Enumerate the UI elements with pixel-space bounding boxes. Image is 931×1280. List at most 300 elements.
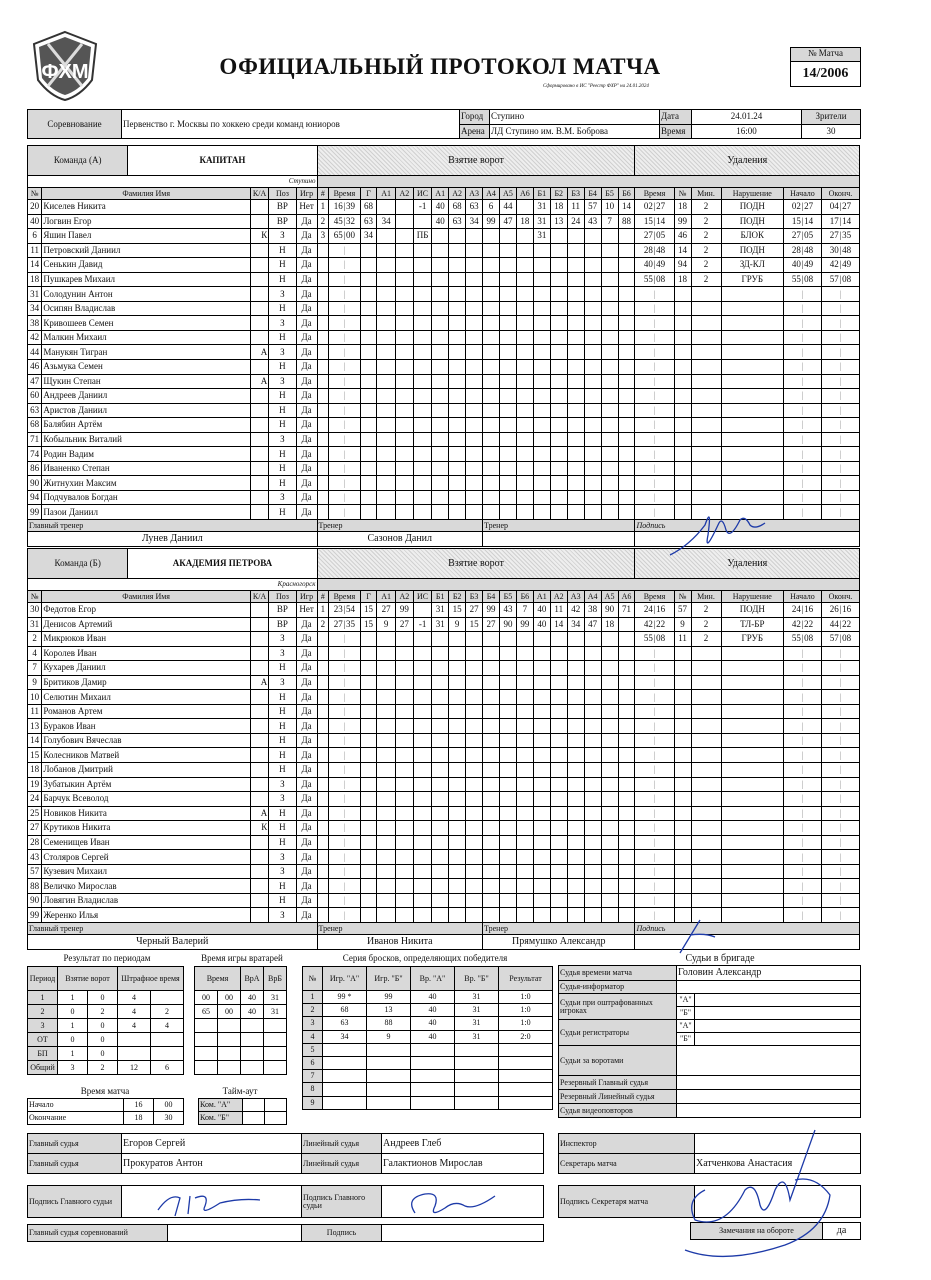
goal-cell: 15: [360, 617, 377, 632]
period-cell: 2: [88, 1005, 118, 1019]
player-ka: [250, 432, 268, 447]
so-cell: [411, 1056, 455, 1069]
goal-cell: 44: [499, 200, 516, 215]
goal-cell: 13: [550, 214, 567, 229]
secretary-label: Секретарь матча: [559, 1154, 695, 1174]
player-number: 2: [28, 632, 42, 647]
sig-main-label: Подпись Главного судьи: [302, 1186, 382, 1218]
so-num: 4: [303, 1030, 323, 1043]
so-cell: 40: [411, 991, 455, 1004]
so-num: 1: [303, 991, 323, 1004]
player-played: Да: [296, 432, 317, 447]
period-cell: 0: [88, 1019, 118, 1033]
player-played: Да: [296, 806, 317, 821]
col-gk-b: ВрБ: [264, 967, 287, 991]
pen-col: Нарушение: [721, 188, 784, 200]
start-label: Начало: [28, 1099, 124, 1112]
pen-col: Нарушение: [721, 591, 784, 603]
team-name: КАПИТАН: [128, 146, 317, 176]
goal-cell: 40: [533, 617, 550, 632]
player-ka: А: [250, 675, 268, 690]
player-played: Да: [296, 777, 317, 792]
goal-col: А5: [601, 591, 618, 603]
so-cell: 2:0: [499, 1030, 553, 1043]
pen-col: Начало: [784, 188, 822, 200]
player-ka: [250, 461, 268, 476]
goal-col-no: #: [317, 591, 329, 603]
timeout-title: Тайм-аут: [222, 1086, 258, 1096]
player-pos: Н: [269, 258, 296, 273]
player-pos: Н: [269, 719, 296, 734]
player-played: Да: [296, 893, 317, 908]
spectators-label: Зрители: [802, 110, 861, 125]
player-played: Да: [296, 229, 317, 244]
pen-end: 57 | 08: [821, 632, 859, 647]
goal-num: 3: [317, 229, 329, 244]
fhm-logo: [30, 30, 100, 102]
pen-minutes: 2: [691, 603, 721, 618]
team-a-section: [27, 145, 860, 547]
goal-col: Б2: [449, 591, 466, 603]
player-name: Пушкарев Михаил: [42, 272, 251, 287]
pen-start: 28 | 48: [784, 243, 822, 258]
gk-title: Время игры вратарей: [201, 953, 283, 963]
col-name: Фамилия Имя: [42, 188, 251, 200]
goal-cell: 34: [466, 214, 483, 229]
player-ka: [250, 763, 268, 778]
team-b-section: [27, 548, 860, 950]
brig-row-value: Головин Александр: [677, 966, 861, 981]
player-played: Да: [296, 864, 317, 879]
brig-side: "А": [677, 994, 695, 1007]
player-name: Сенькин Давид: [42, 258, 251, 273]
so-cell: [367, 1083, 411, 1096]
player-number: 6: [28, 229, 42, 244]
goal-cell: 31: [533, 200, 550, 215]
player-name: Ловягин Владислав: [42, 893, 251, 908]
gk-cell: 00: [195, 991, 218, 1005]
gk-table: [194, 966, 287, 1075]
player-name: Азьмука Семен: [42, 360, 251, 375]
player-pos: ВР: [269, 603, 296, 618]
so-cell: [411, 1043, 455, 1056]
so-col: Вр. "А": [411, 967, 455, 991]
goal-cell: [377, 200, 395, 215]
main-ref-1: Егоров Сергей: [122, 1134, 302, 1154]
pen-col: Мин.: [691, 188, 721, 200]
goal-cell: 18: [550, 200, 567, 215]
goal-time: 27 | 35: [329, 617, 360, 632]
pen-minutes: 2: [691, 243, 721, 258]
player-played: Да: [296, 272, 317, 287]
goal-col: Время: [329, 188, 360, 200]
pen-col: Время: [635, 188, 674, 200]
player-number: 25: [28, 806, 42, 821]
period-cell: 1: [58, 991, 88, 1005]
goal-col: Б1: [432, 591, 449, 603]
player-pos: ВР: [269, 214, 296, 229]
subtitle: Сформировано в ИС "Реестр ФХР" на 24.01.2024: [543, 84, 649, 89]
goal-num: 2: [317, 214, 329, 229]
gk-cell: 00: [218, 1005, 241, 1019]
goal-cell: 31: [533, 229, 550, 244]
pen-player: 9: [674, 617, 691, 632]
pen-minutes: 2: [691, 229, 721, 244]
goal-col: А2: [395, 591, 413, 603]
player-number: 43: [28, 850, 42, 865]
player-name: Лобанов Дмитрий: [42, 763, 251, 778]
player-pos: Н: [269, 461, 296, 476]
so-cell: 13: [367, 1004, 411, 1017]
player-name: Подчувалов Богдан: [42, 490, 251, 505]
player-number: 88: [28, 879, 42, 894]
col-ka: К/А: [250, 188, 268, 200]
goal-col: Б4: [584, 188, 601, 200]
goal-cell: [584, 229, 601, 244]
period-cell: 1: [58, 1047, 88, 1061]
goal-cell: 43: [499, 603, 516, 618]
team_b-table: Команда (Б) АКАДЕМИЯ ПЕТРОВА Взятие ворот Удаления Красногорск № Фамилия Имя К/А Поз Игр # Время Г А1 А2 ИС Б1 Б2 Б3 Б4 Б5 Б6 А1 А2 А3 А4 А5 А6 Время № Мин. Нарушение Начало Оконч. 30 Федотов Егор ВР Нет 1 23 | 54 15 27 99 31 15 27 99 43 7 40 11 42 38 90 71 24 | 16 57 2 ПОДН 24 | 16 26 | 16 31 Денисов Артемий ВР Да 2 27 | 35 15 9 27 -1 31 9 15 27 90 99 40 14 34 47 18 42 | 22 9 2 ТЛ-БР 42 | 22 44 | 22 2 Микрюков Иван З Да | 55 | 08 11 2 ГРУБ 55 | 08 57 | 08 4 Королев Иван З Да | | | | 7 Кухарев Даниил Н Да | | | | 9 Бритиков Дамир А З Да | | | | 10 Селютин Михаил Н Да | | | | 11 Романов Артем Н Да | | | | 13 Бураков Иван Н Да | | | | 14 Голубович Вячеслав Н Да | | | | 15 Колесников Матвей Н Да | | | | 18 Лобанов Дмитрий Н Да | | | | 19 Зубатыкин Артём З Да | | | | 24 Барчук Всеволод З Да | | | | 25 Новиков Никита А Н Да | | | | 27 Крутиков Никита К Н Да | | | | 28 Семенищев Иван Н Да | | | | 43 Столяров Сергей З Да | | | | 57 Кузевич Михаил З Да | | | | 88 Величко Мирослав Н Да | | | | 90 Ловягин Владислав Н Да | | | | 99 Жеренко Илья З Да | | | | Главный тренер Тренер Тренер Подпись Черный Валерий Иванов Никита Прямушко Александр: [27, 548, 860, 950]
pen-end: 44 | 22: [821, 617, 859, 632]
player-ka: [250, 360, 268, 375]
player-played: Да: [296, 345, 317, 360]
player-pos: З: [269, 229, 296, 244]
penalties-header: Удаления: [635, 146, 860, 176]
player-ka: [250, 476, 268, 491]
player-ka: [250, 258, 268, 273]
player-pos: Н: [269, 748, 296, 763]
player-name: Денисов Артемий: [42, 617, 251, 632]
brigade-table: [558, 965, 861, 1118]
player-ka: [250, 447, 268, 462]
so-cell: [455, 1056, 499, 1069]
player-number: 46: [28, 360, 42, 375]
goal-cell: 68: [449, 200, 466, 215]
pen-start: 42 | 22: [784, 617, 822, 632]
comp-ref-label: Главный судья соревнований: [28, 1225, 168, 1242]
so-cell: [411, 1096, 455, 1109]
player-ka: [250, 330, 268, 345]
player-number: 63: [28, 403, 42, 418]
coach-label: Тренер: [483, 520, 635, 532]
goal-num: 2: [317, 617, 329, 632]
player-played: Да: [296, 835, 317, 850]
pen-col: №: [674, 188, 691, 200]
player-ka: [250, 704, 268, 719]
so-col: Игр. "А": [323, 967, 367, 991]
player-played: Да: [296, 287, 317, 302]
pen-end: 26 | 16: [821, 603, 859, 618]
so-cell: [455, 1096, 499, 1109]
player-played: Да: [296, 461, 317, 476]
player-name: Величко Мирослав: [42, 879, 251, 894]
gk-cell: 31: [264, 991, 287, 1005]
goal-cell: 42: [567, 603, 584, 618]
player-number: 90: [28, 893, 42, 908]
so-cell: 40: [411, 1017, 455, 1030]
so-num: 3: [303, 1017, 323, 1030]
player-played: Да: [296, 646, 317, 661]
goal-cell: [466, 229, 483, 244]
player-ka: [250, 389, 268, 404]
goal-col: А1: [377, 188, 395, 200]
period-cell: 0: [88, 1047, 118, 1061]
goal-cell: 63: [466, 200, 483, 215]
so-cell: [455, 1043, 499, 1056]
player-played: Да: [296, 821, 317, 836]
team-city: Ступино: [28, 176, 318, 188]
player-pos: Н: [269, 243, 296, 258]
player-pos: Н: [269, 821, 296, 836]
col-gp: Игр: [296, 591, 317, 603]
pen-infraction: ПОДН: [721, 214, 784, 229]
pen-minutes: 2: [691, 632, 721, 647]
player-number: 18: [28, 763, 42, 778]
player-number: 19: [28, 777, 42, 792]
remarks-label: Замечания на обороте: [691, 1223, 823, 1240]
pen-end: 30 | 48: [821, 243, 859, 258]
player-ka: [250, 418, 268, 433]
goal-col: А5: [499, 188, 516, 200]
period-cell: 2: [151, 1005, 184, 1019]
player-ka: [250, 792, 268, 807]
pen-time: 40 | 49: [635, 258, 674, 273]
col-pim: Штрафное время: [118, 967, 184, 991]
so-cell: 40: [411, 1004, 455, 1017]
player-played: Да: [296, 763, 317, 778]
player-ka: А: [250, 806, 268, 821]
so-cell: 9: [367, 1030, 411, 1043]
goal-col: Б2: [550, 188, 567, 200]
player-number: 11: [28, 704, 42, 719]
main-ref-label: Главный судья: [28, 1154, 122, 1174]
goal-cell: [601, 229, 618, 244]
player-name: Житнухин Максим: [42, 476, 251, 491]
so-col: Результат: [499, 967, 553, 991]
main-ref-2: Прокуратов Антон: [122, 1154, 302, 1174]
end-m: 30: [154, 1112, 184, 1125]
goal-cell: 27: [466, 603, 483, 618]
pen-player: 46: [674, 229, 691, 244]
player-name: Новиков Никита: [42, 806, 251, 821]
coach-label: Тренер: [317, 923, 483, 935]
so-cell: 31: [455, 1017, 499, 1030]
gk-cell: 65: [195, 1005, 218, 1019]
goal-cell: [449, 229, 466, 244]
so-col: №: [303, 967, 323, 991]
player-ka: [250, 879, 268, 894]
brig-side: "Б": [677, 1007, 695, 1020]
player-number: 14: [28, 258, 42, 273]
pen-start: 02 | 27: [784, 200, 822, 215]
player-played: Да: [296, 360, 317, 375]
player-ka: [250, 243, 268, 258]
pen-col: Оконч.: [821, 591, 859, 603]
goal-col: Б6: [516, 591, 533, 603]
player-pos: Н: [269, 330, 296, 345]
goal-cell: 7: [601, 214, 618, 229]
player-pos: З: [269, 287, 296, 302]
player-name: Микрюков Иван: [42, 632, 251, 647]
so-num: 2: [303, 1004, 323, 1017]
goal-cell: 43: [584, 214, 601, 229]
goal-cell: 24: [567, 214, 584, 229]
timeout-table: [198, 1098, 287, 1125]
player-name: Федотов Егор: [42, 603, 251, 618]
penalties-header: Удаления: [635, 549, 860, 579]
goal-cell: 27: [395, 617, 413, 632]
player-ka: [250, 316, 268, 331]
arena-label: Арена: [460, 124, 490, 139]
goal-cell: 34: [377, 214, 395, 229]
goal-col: А1: [377, 591, 395, 603]
col-gk-time: Время: [195, 967, 241, 991]
goal-cell: [377, 229, 395, 244]
pen-infraction: ЗД-КЛ: [721, 258, 784, 273]
line-ref-label: Линейный судья: [302, 1154, 382, 1174]
shootout-table: [302, 966, 553, 1110]
player-pos: Н: [269, 763, 296, 778]
pen-player: 11: [674, 632, 691, 647]
pen-start: 24 | 16: [784, 603, 822, 618]
brig-row-label: Судьи при оштрафованных игроках: [559, 994, 677, 1020]
player-number: 40: [28, 214, 42, 229]
col-name: Фамилия Имя: [42, 591, 251, 603]
goal-cell: 7: [516, 603, 533, 618]
pen-infraction: ТЛ-БР: [721, 617, 784, 632]
player-ka: А: [250, 345, 268, 360]
player-number: 94: [28, 490, 42, 505]
player-played: Да: [296, 748, 317, 763]
player-name: Иваненко Степан: [42, 461, 251, 476]
so-cell: [411, 1083, 455, 1096]
goal-cell: 40: [533, 603, 550, 618]
team-name: АКАДЕМИЯ ПЕТРОВА: [128, 549, 317, 579]
player-name: Кобыльник Виталий: [42, 432, 251, 447]
goal-cell: -1: [413, 200, 431, 215]
player-pos: Н: [269, 476, 296, 491]
period-cell: [151, 1033, 184, 1047]
signature-label: Подпись: [635, 923, 860, 935]
period-name: 3: [28, 1019, 58, 1033]
goal-cell: 31: [432, 603, 449, 618]
goal-col: Б5: [499, 591, 516, 603]
player-name: Барчук Всеволод: [42, 792, 251, 807]
player-ka: [250, 272, 268, 287]
player-name: Жеренко Илья: [42, 908, 251, 923]
player-name: Петровский Даниил: [42, 243, 251, 258]
page-title: ОФИЦИАЛЬНЫЙ ПРОТОКОЛ МАТЧА: [219, 54, 661, 79]
so-cell: 31: [455, 1004, 499, 1017]
player-number: 44: [28, 345, 42, 360]
time-label: Время: [660, 124, 692, 139]
player-number: 30: [28, 603, 42, 618]
player-number: 31: [28, 287, 42, 302]
pen-time: 15 | 14: [635, 214, 674, 229]
coach-1: Иванов Никита: [317, 935, 483, 950]
sig-label: Подпись: [302, 1225, 382, 1242]
period-cell: [151, 1047, 184, 1061]
goal-col: А3: [567, 591, 584, 603]
goal-cell: 71: [618, 603, 635, 618]
goal-col: А2: [550, 591, 567, 603]
goal-cell: -1: [413, 617, 431, 632]
team-label: Команда (Б): [28, 549, 128, 579]
goal-cell: [516, 229, 533, 244]
pen-time: 02 | 27: [635, 200, 674, 215]
start-h: 16: [124, 1099, 154, 1112]
player-played: Да: [296, 447, 317, 462]
match-number-box: [790, 47, 861, 87]
goal-col: Б6: [618, 188, 635, 200]
goal-cell: 11: [550, 603, 567, 618]
coach-2: [483, 532, 635, 547]
period-cell: 1: [58, 1019, 88, 1033]
remarks-value: да: [823, 1223, 861, 1240]
timeout-b-label: Ком. "Б": [199, 1112, 243, 1125]
period-name: 2: [28, 1005, 58, 1019]
pen-time: 24 | 16: [635, 603, 674, 618]
goal-col: А4: [584, 591, 601, 603]
player-played: Да: [296, 792, 317, 807]
player-name: Колесников Матвей: [42, 748, 251, 763]
pen-time: 28 | 48: [635, 243, 674, 258]
goal-cell: 47: [584, 617, 601, 632]
player-played: Да: [296, 632, 317, 647]
goals-header: Взятие ворот: [317, 146, 635, 176]
goal-num: 1: [317, 603, 329, 618]
period-cell: 6: [151, 1061, 184, 1075]
goal-cell: 9: [449, 617, 466, 632]
player-pos: З: [269, 632, 296, 647]
player-pos: Н: [269, 301, 296, 316]
so-cell: [455, 1070, 499, 1083]
goal-col: Б4: [483, 591, 500, 603]
coach-2: Прямушко Александр: [483, 935, 635, 950]
pen-minutes: 2: [691, 272, 721, 287]
goal-cell: 27: [483, 617, 500, 632]
city-label: Город: [460, 110, 490, 125]
so-cell: [323, 1043, 367, 1056]
goal-cell: 15: [449, 603, 466, 618]
player-pos: З: [269, 864, 296, 879]
player-ka: [250, 632, 268, 647]
so-cell: [323, 1070, 367, 1083]
head-coach-label: Главный тренер: [28, 520, 318, 532]
pen-end: 42 | 49: [821, 258, 859, 273]
player-ka: [250, 864, 268, 879]
player-name: Яшин Павел: [42, 229, 251, 244]
so-cell: [367, 1070, 411, 1083]
so-num: 5: [303, 1043, 323, 1056]
pen-infraction: ПОДН: [721, 200, 784, 215]
goal-cell: [395, 200, 413, 215]
player-pos: Н: [269, 879, 296, 894]
player-number: 99: [28, 505, 42, 520]
player-played: Да: [296, 403, 317, 418]
goal-col: А6: [618, 591, 635, 603]
goal-cell: 6: [483, 200, 500, 215]
player-pos: Н: [269, 360, 296, 375]
pen-player: 18: [674, 200, 691, 215]
so-num: 8: [303, 1083, 323, 1096]
so-col: Игр. "Б": [367, 967, 411, 991]
goal-cell: 18: [601, 617, 618, 632]
goal-cell: 14: [550, 617, 567, 632]
player-ka: [250, 893, 268, 908]
player-ka: [250, 490, 268, 505]
goal-time: 23 | 54: [329, 603, 360, 618]
